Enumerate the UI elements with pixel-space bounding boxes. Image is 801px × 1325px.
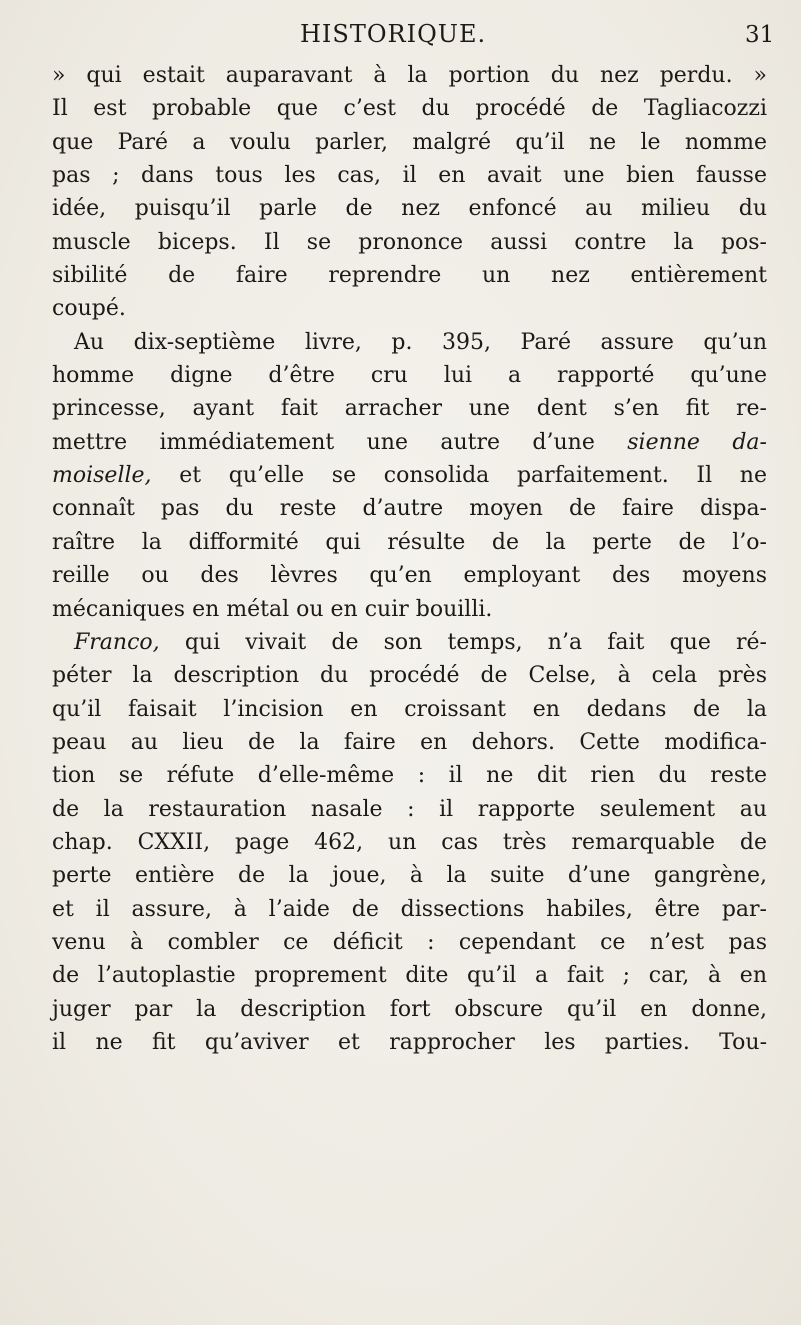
text-line: Au dix-septième livre, p. 395, Paré assure qu’un — [74, 329, 767, 355]
text-line: muscle biceps. Il se prononce aussi contre la pos- — [52, 229, 767, 255]
text-line: idée, puisqu’il parle de nez enfoncé au milieu du — [52, 196, 767, 222]
text-line: de l’autoplastie proprement dite qu’il a fait ; car, à en — [52, 963, 767, 989]
text-line: il ne fit qu’aviver et rapprocher les parties. Tou- — [52, 1029, 767, 1055]
text-line: perte entière de la joue, à la suite d’une gangrène, — [52, 863, 767, 889]
text-line: qu’il faisait l’incision en croissant en dedans de la — [52, 696, 767, 722]
page-number: 31 — [745, 22, 775, 48]
text-line: moiselle, et qu’elle se consolida parfaitement. Il ne — [52, 463, 767, 489]
text-line: reille ou des lèvres qu’en employant des moyens — [52, 563, 767, 589]
text-line: péter la description du procédé de Celse, à cela près — [52, 663, 767, 689]
text-line: et il assure, à l’aide de dissections habiles, être par- — [52, 896, 767, 922]
text-line: » qui estait auparavant à la portion du nez perdu. » — [52, 63, 767, 88]
text-line: juger par la description fort obscure qu’il en donne, — [52, 996, 767, 1022]
text-line: raître la difformité qui résulte de la perte de l’o- — [52, 529, 767, 555]
text-line: sibilité de faire reprendre un nez entièrement — [52, 263, 767, 289]
text-line: coupé. — [52, 296, 126, 322]
body-text — [52, 59, 767, 1059]
text-line: tion se réfute d’elle-même : il ne dit rien du reste — [52, 763, 767, 789]
text-line: Il est probable que c’est du procédé de Tagliacozzi — [52, 96, 767, 122]
text-line: peau au lieu de la faire en dehors. Cette modifica- — [52, 729, 767, 755]
text-line: mécaniques en métal ou en cuir bouilli. — [52, 596, 493, 622]
text-line: que Paré a voulu parler, malgré qu’il ne le nomme — [52, 129, 767, 155]
text-line: princesse, ayant fait arracher une dent s’en fit re- — [52, 396, 767, 422]
text-line: homme digne d’être cru lui a rapporté qu’une — [52, 363, 767, 389]
running-title: HISTORIQUE. — [300, 20, 487, 48]
text-line: Franco, qui vivait de son temps, n’a fait que ré- — [74, 629, 767, 655]
text-line: de la restauration nasale : il rapporte seulement au — [52, 796, 767, 822]
text-line: connaît pas du reste d’autre moyen de faire dispa- — [52, 496, 767, 522]
text-line: pas ; dans tous les cas, il en avait une bien fausse — [52, 163, 767, 189]
text-line: chap. CXXII, page 462, un cas très remarquable de — [52, 829, 767, 855]
page-header — [0, 14, 801, 54]
text-line: mettre immédiatement une autre d’une sienne da- — [52, 429, 767, 455]
text-line: venu à combler ce déficit : cependant ce n’est pas — [52, 929, 767, 955]
